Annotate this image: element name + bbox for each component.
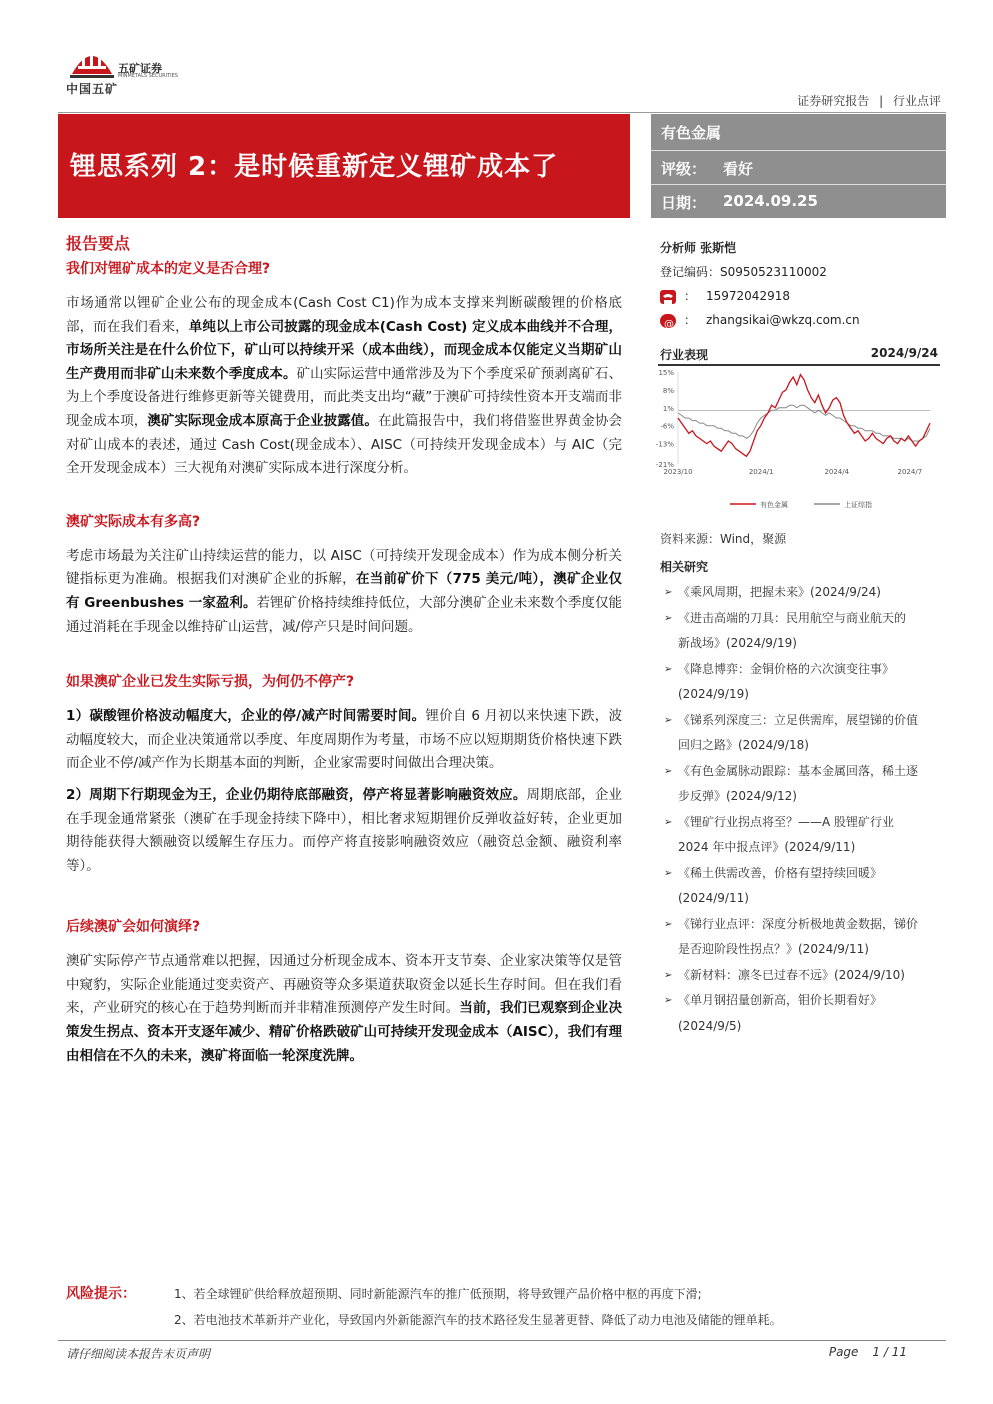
p1-text-a: 市场通常以锂矿企业公布的现金成本(Cash Cost C1)作为成本支撑来判断碳酸锂的价格底部，而在我们看来， bbox=[66, 295, 622, 335]
email-icon bbox=[660, 314, 676, 328]
related-item-line1: 《锑系列深度三：立足供需库，展望锑的价值 bbox=[678, 712, 919, 727]
related-item-line2: (2024/9/19) bbox=[678, 687, 749, 701]
related-item-line1: 《稀土供需改善，价格有望持续回暖》 bbox=[678, 865, 883, 880]
related-item[interactable] bbox=[666, 759, 946, 810]
page-label: Page bbox=[828, 1345, 859, 1359]
rating-value: 看好 bbox=[723, 160, 754, 178]
x-tick-label: 2024/1 bbox=[748, 468, 774, 476]
industry-label: 有色金属 bbox=[661, 124, 722, 142]
related-item[interactable] bbox=[666, 912, 946, 963]
rating-box bbox=[651, 114, 946, 218]
logo-emblem-icon bbox=[68, 44, 116, 80]
rating-divider bbox=[651, 150, 946, 151]
perf-header bbox=[660, 346, 938, 363]
analyst-phone-row bbox=[660, 284, 827, 308]
date-row bbox=[661, 192, 818, 213]
related-item[interactable] bbox=[666, 963, 946, 989]
analyst-reg: 登记编码：S0950523110002 bbox=[660, 265, 827, 279]
logo-company-name: 五矿证券 bbox=[118, 62, 162, 75]
page-number bbox=[829, 1345, 907, 1359]
related-item-line1: 《锂矿行业拐点将至？——A 股锂矿行业 bbox=[678, 814, 895, 829]
related-item-line1: 《新材料：凛冬已过春不远》(2024/9/10) bbox=[678, 967, 905, 982]
x-tick-label: 2023/10 bbox=[663, 468, 693, 476]
related-item-line1: 《乘风周期，把握未来》(2024/9/24) bbox=[678, 585, 881, 599]
y-tick-label: 8% bbox=[662, 386, 674, 395]
related-item-line2: 2024 年中报点评》(2024/9/11) bbox=[678, 840, 856, 854]
legend-label: 有色金属 bbox=[760, 501, 788, 509]
related-item-line2: 回归之路》(2024/9/18) bbox=[678, 738, 809, 752]
chart-source: 资料来源：Wind，聚源 bbox=[660, 532, 787, 546]
question-1: 我们对锂矿成本的定义是否合理? bbox=[66, 261, 271, 277]
analyst-email[interactable]: zhangsikai@wkzq.com.cn bbox=[706, 313, 860, 327]
analyst-info bbox=[660, 236, 860, 332]
series-line-industry bbox=[678, 375, 930, 457]
analyst-name: 分析师 张斯恺 bbox=[660, 241, 737, 255]
report-type: 证券研究报告 bbox=[797, 94, 870, 108]
related-item-line2: 步反弹》(2024/9/12) bbox=[678, 789, 797, 803]
related-item-line1: 《锑行业点评：深度分析极地黄金数据，锑价 bbox=[678, 916, 919, 931]
related-item[interactable] bbox=[666, 810, 946, 861]
rating-row bbox=[661, 158, 754, 179]
risk-label: 风险提示： bbox=[66, 1286, 136, 1302]
logo-company-en: MINMETALS SECURITIES bbox=[118, 73, 178, 79]
related-item[interactable] bbox=[666, 657, 946, 708]
question-2: 澳矿实际成本有多高? bbox=[66, 513, 201, 530]
related-item-line2: (2024/9/5) bbox=[678, 1018, 742, 1033]
paragraph-2 bbox=[66, 545, 622, 639]
related-item-line1: 《降息博弈：金铜价格的六次演变往事》 bbox=[678, 661, 895, 676]
email-label: ： bbox=[684, 313, 697, 327]
x-tick-label: 2024/7 bbox=[897, 468, 923, 476]
p5-text-b: 当前，我们已观察到企业决策发生拐点、资本开支逐年减少、精矿价格跌破矿山可持续开发现金成本（AISC），我们有理由相信在不久的未来，澳矿将面临一轮深度洗牌。 bbox=[66, 1000, 622, 1064]
phone-icon bbox=[660, 290, 676, 304]
related-item-line2: (2024/9/11) bbox=[678, 891, 749, 905]
date-value: 2024.09.25 bbox=[723, 192, 818, 210]
related-item-line2: 新战场》(2024/9/19) bbox=[678, 636, 797, 650]
analyst-phone: 15972042918 bbox=[706, 289, 790, 303]
p1-text-c: 矿山实际运营中通常涉及为下个季度采矿预剥离矿石、为上个季度设备进行维修更新等关键费用，而此类支出均“藏”于澳矿可持续性资本开支端而非现金成本项， bbox=[66, 365, 622, 429]
y-tick-label: 15% bbox=[658, 369, 674, 377]
section-title: 报告要点 bbox=[66, 234, 131, 253]
x-tick-label: 2024/4 bbox=[824, 468, 850, 476]
paragraph-4 bbox=[66, 784, 622, 878]
related-item-line1: 《进击高端的刀具：民用航空与商业航天的 bbox=[678, 610, 907, 625]
rating-label: 评级： bbox=[661, 160, 707, 178]
question-3: 如果澳矿企业已发生实际亏损，为何仍不停产? bbox=[66, 674, 355, 691]
footer-disclaimer: 请仔细阅读本报告末页声明 bbox=[66, 1347, 211, 1361]
y-tick-label: -13% bbox=[655, 440, 674, 449]
date-divider bbox=[651, 184, 946, 185]
header-separator: | bbox=[879, 94, 884, 108]
p1-text-d: 澳矿实际现金成本原高于企业披露值。 bbox=[147, 412, 378, 429]
related-item[interactable] bbox=[666, 988, 946, 1039]
p1-text-e: 在此篇报告中，我们将借鉴世界黄金协会对矿山成本的表述，通过 Cash Cost(现金成本）、AISC（可持续开发现金成本）与 AIC（完全开发现金成本）三大视角对澳矿实际成本进行深度分析。 bbox=[66, 412, 622, 477]
related-list bbox=[666, 580, 946, 1039]
p4-text-a: 2）周期下行期现金为王，企业仍期待底部融资，停产将显著影响融资效应。 bbox=[66, 786, 527, 803]
related-item[interactable] bbox=[666, 861, 946, 912]
p5-text-a: 澳矿实际停产节点通常难以把握，因通过分析现金成本、资本开支节奏、企业家决策等仅是管中窥豹，实际企业能通过变卖资产、再融资等众多渠道获取资金以延长生存时间。但在我们看来，产业研究的核心在于趋势判断而并非精准预测停产发生时间。 bbox=[66, 953, 622, 1017]
report-category: 行业点评 bbox=[892, 94, 941, 108]
p2-text-a: 考虑市场最为关注矿山持续运营的能力，以 AISC（可持续开发现金成本）作为成本侧分析关键指标更为准确。根据我们对澳矿企业的拆解， bbox=[66, 547, 622, 588]
risk-item-1: 1、若全球锂矿供给释放超预期、同时新能源汽车的推广低预期，将导致锂产品价格中枢的再度下滑; bbox=[174, 1287, 702, 1301]
page-num: 1 / 11 bbox=[872, 1345, 907, 1359]
paragraph-3 bbox=[66, 705, 622, 776]
svg-text:@: @ bbox=[664, 318, 674, 330]
analyst-email-row bbox=[660, 308, 860, 332]
p3-text-b: 锂价自 6 月初以来快速下跌，波动幅度较大，而企业决策通常以季度、年度周期作为考量，市场不应以短期期货价格快速下跌而企业不停/减产作为长期基本面的判断，企业家需要时间做出合理决策。 bbox=[66, 708, 623, 772]
related-item[interactable] bbox=[666, 606, 946, 657]
y-tick-label: 1% bbox=[662, 404, 674, 413]
p3-text-a: 1）碳酸锂价格波动幅度大，企业的停/减产时间需要时间。 bbox=[66, 708, 426, 725]
logo-group-name: 中国五矿 bbox=[66, 82, 119, 96]
phone-label: ： bbox=[684, 289, 697, 303]
footer-divider bbox=[58, 1340, 946, 1341]
question-4: 后续澳矿会如何演绎? bbox=[66, 919, 201, 936]
y-tick-label: -6% bbox=[660, 422, 674, 431]
paragraph-1 bbox=[66, 292, 622, 481]
header-divider bbox=[58, 112, 946, 113]
header-report-type bbox=[797, 92, 941, 109]
related-item[interactable] bbox=[666, 708, 946, 759]
date-label: 日期： bbox=[661, 194, 707, 212]
perf-title: 行业表现 bbox=[660, 348, 709, 362]
industry-performance-chart bbox=[648, 366, 942, 516]
related-item-line2: 是否迎阶段性拐点？》(2024/9/11) bbox=[678, 942, 869, 956]
p1-text-b: 单纯以上市公司披露的现金成本(Cash Cost) 定义成本曲线并不合理，市场所关注是在什么价位下，矿山可以持续开采（成本曲线），而现金成本仅能定义当期矿山生产费用而非矿山未来数个季度成本。 bbox=[66, 318, 622, 382]
risk-item-2: 2、若电池技术革新并产业化，导致国内外新能源汽车的技术路径发生显著更替、降低了动力电池及储能的锂单耗。 bbox=[174, 1313, 782, 1327]
related-item-line1: 《单月钢招量创新高，钼价长期看好》 bbox=[678, 993, 883, 1007]
report-title: 锂思系列 2：是时候重新定义锂矿成本了 bbox=[70, 152, 559, 182]
paragraph-5 bbox=[66, 950, 622, 1068]
perf-date: 2024/9/24 bbox=[870, 346, 938, 360]
related-item-line1: 《有色金属脉动跟踪：基本金属回落，稀土逐 bbox=[678, 763, 919, 778]
main-content bbox=[66, 232, 622, 1068]
legend-label: 上证综指 bbox=[844, 501, 872, 509]
related-title: 相关研究 bbox=[660, 560, 709, 574]
p2-text-c: 若锂矿价格持续维持低位，大部分澳矿企业未来数个季度仅能通过消耗在手现金以维持矿山运营，减/停产只是时间问题。 bbox=[66, 594, 622, 635]
p2-text-b: 在当前矿价下（775 美元/吨），澳矿企业仅有 Greenbushes 一家盈利。 bbox=[66, 571, 623, 611]
related-item[interactable] bbox=[666, 580, 946, 606]
p4-text-b: 周期底部，企业在手现金通常紧张（澳矿在手现金持续下降中），相比奢求短期锂价反弹收益好转，企业更加期待能获得大额融资以缓解生存压力。而停产将直接影响融资效应（融资总金额、融资利率等）。 bbox=[66, 786, 622, 874]
y-tick-label: -21% bbox=[655, 461, 674, 469]
